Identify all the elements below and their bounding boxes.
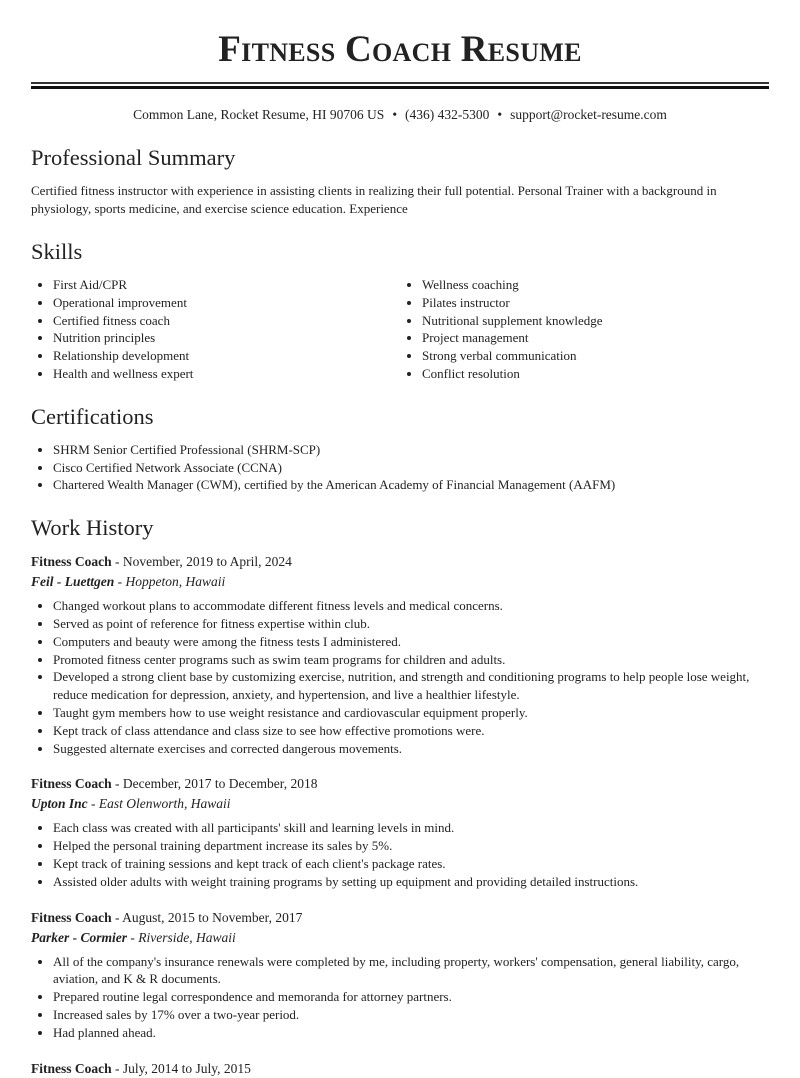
job-dates: July, 2014 to July, 2015 (122, 1060, 251, 1076)
job-dates: December, 2017 to December, 2018 (122, 776, 318, 792)
certification-item: • Chartered Wealth Manager (CWM), certified by the American Academy of Financial Management (AAFM) (53, 476, 769, 494)
certifications-heading: Certifications (31, 403, 154, 429)
job-location: East Olenworth, Hawaii (98, 796, 231, 812)
job-bullet: • Taught gym members how to use weight resistance and cardiovascular equipment properly. (53, 704, 769, 722)
job-company: Parker - Cormier (31, 929, 127, 945)
contact-phone: (436) 432-5300 (405, 107, 490, 122)
job-bullets (31, 953, 769, 1042)
job-company: Feil - Luettgen (31, 574, 115, 590)
skill-item: • Nutritional supplement knowledge (422, 312, 769, 330)
skill-item: • Strong verbal communication (422, 347, 769, 365)
job-header: Fitness Coach - August, 2015 to November, 2017 (31, 909, 303, 925)
job-bullet: • Promoted fitness center programs such as swim team programs for children and adults. (53, 651, 769, 669)
job-header: Fitness Coach - November, 2019 to April, 2024 (31, 554, 292, 570)
job-bullet: • Each class was created with all participants' skill and learning levels in mind. (53, 819, 769, 837)
job-bullet: • Developed a strong client base by customizing exercise, nutrition, and strength and conditioning programs to help people lose weight, reduce medication for depression, anxiety, and hypertension, and live a healthier lifestyle. (53, 668, 769, 704)
skills-list (31, 276, 769, 383)
job-entry (31, 908, 769, 1042)
job-bullet: • Suggested alternate exercises and corrected dangerous movements. (53, 740, 769, 758)
certification-item: • Cisco Certified Network Associate (CCNA) (53, 459, 769, 477)
contact-address: Common Lane, Rocket Resume, HI 90706 US (133, 107, 385, 122)
separator: • (497, 107, 503, 122)
job-location: Riverside, Hawaii (138, 929, 236, 945)
summary-text: Certified fitness instructor with experience in assisting clients in realizing their full potential. Personal Trainer with a background in physiology, sports medicine, and exercise science education. Experience (31, 183, 717, 216)
job-company-line: Parker - Cormier - Riverside, Hawaii (31, 929, 236, 945)
skill-item: • Health and wellness expert (53, 365, 400, 383)
skill-item: • Project management (422, 329, 769, 347)
job-title: Fitness Coach (31, 776, 112, 792)
job-bullets (31, 819, 769, 890)
contact-line (31, 106, 769, 124)
skill-item: • Certified fitness coach (53, 312, 400, 330)
job-dates: November, 2019 to April, 2024 (122, 554, 292, 570)
certification-item: • SHRM Senior Certified Professional (SHRM-SCP) (53, 441, 769, 459)
job-company: Upton Inc (31, 796, 88, 812)
job-location: Hoppeton, Hawaii (125, 574, 226, 590)
job-dates: August, 2015 to November, 2017 (122, 909, 303, 925)
job-bullet: • Changed workout plans to accommodate different fitness levels and medical concerns. (53, 597, 769, 615)
job-bullet: • Assisted older adults with weight training programs by setting up equipment and providing detailed instructions. (53, 873, 769, 891)
job-title: Fitness Coach (31, 554, 112, 570)
title-divider (31, 82, 769, 89)
skill-item: • Operational improvement (53, 294, 400, 312)
job-entry (31, 1059, 769, 1078)
skill-item: • Nutrition principles (53, 329, 400, 347)
job-bullet: • Computers and beauty were among the fitness tests I administered. (53, 633, 769, 651)
job-bullet: • Increased sales by 17% over a two-year period. (53, 1006, 769, 1024)
job-header: Fitness Coach - July, 2014 to July, 2015 (31, 1060, 251, 1076)
job-entry (31, 552, 769, 757)
job-bullet: • Prepared routine legal correspondence and memoranda for attorney partners. (53, 988, 769, 1006)
job-bullet: • Had planned ahead. (53, 1024, 769, 1042)
work-history-heading: Work History (31, 515, 154, 541)
resume-title: Fitness Coach Resume (218, 29, 582, 70)
skill-item: • Conflict resolution (422, 365, 769, 383)
certifications-list (31, 441, 769, 494)
skill-item: • Pilates instructor (422, 294, 769, 312)
job-company-line: Feil - Luettgen - Hoppeton, Hawaii (31, 574, 226, 590)
job-bullet: • Kept track of training sessions and kept track of each client's package rates. (53, 855, 769, 873)
skill-item: • Wellness coaching (422, 276, 769, 294)
summary-heading: Professional Summary (31, 145, 236, 170)
skills-heading: Skills (31, 239, 83, 264)
job-title: Fitness Coach (31, 909, 112, 925)
job-bullet: • Kept track of class attendance and class size to see how effective promotions were. (53, 722, 769, 740)
contact-email: support@rocket-resume.com (510, 107, 667, 122)
skill-item: • Relationship development (53, 347, 400, 365)
job-bullet: • All of the company's insurance renewals were completed by me, including property, workers' compensation, general liability, cargo, aviation, and K & R documents. (53, 953, 769, 989)
job-bullets (31, 597, 769, 757)
job-header: Fitness Coach - December, 2017 to December, 2018 (31, 776, 318, 792)
separator: • (392, 107, 398, 122)
job-bullet: • Served as point of reference for fitness expertise within club. (53, 615, 769, 633)
work-history-list (31, 552, 769, 1077)
skill-item: • First Aid/CPR (53, 276, 400, 294)
job-title: Fitness Coach (31, 1060, 112, 1076)
job-company-line: Upton Inc - East Olenworth, Hawaii (31, 796, 231, 812)
job-entry (31, 774, 769, 890)
job-bullet: • Helped the personal training department increase its sales by 5%. (53, 837, 769, 855)
